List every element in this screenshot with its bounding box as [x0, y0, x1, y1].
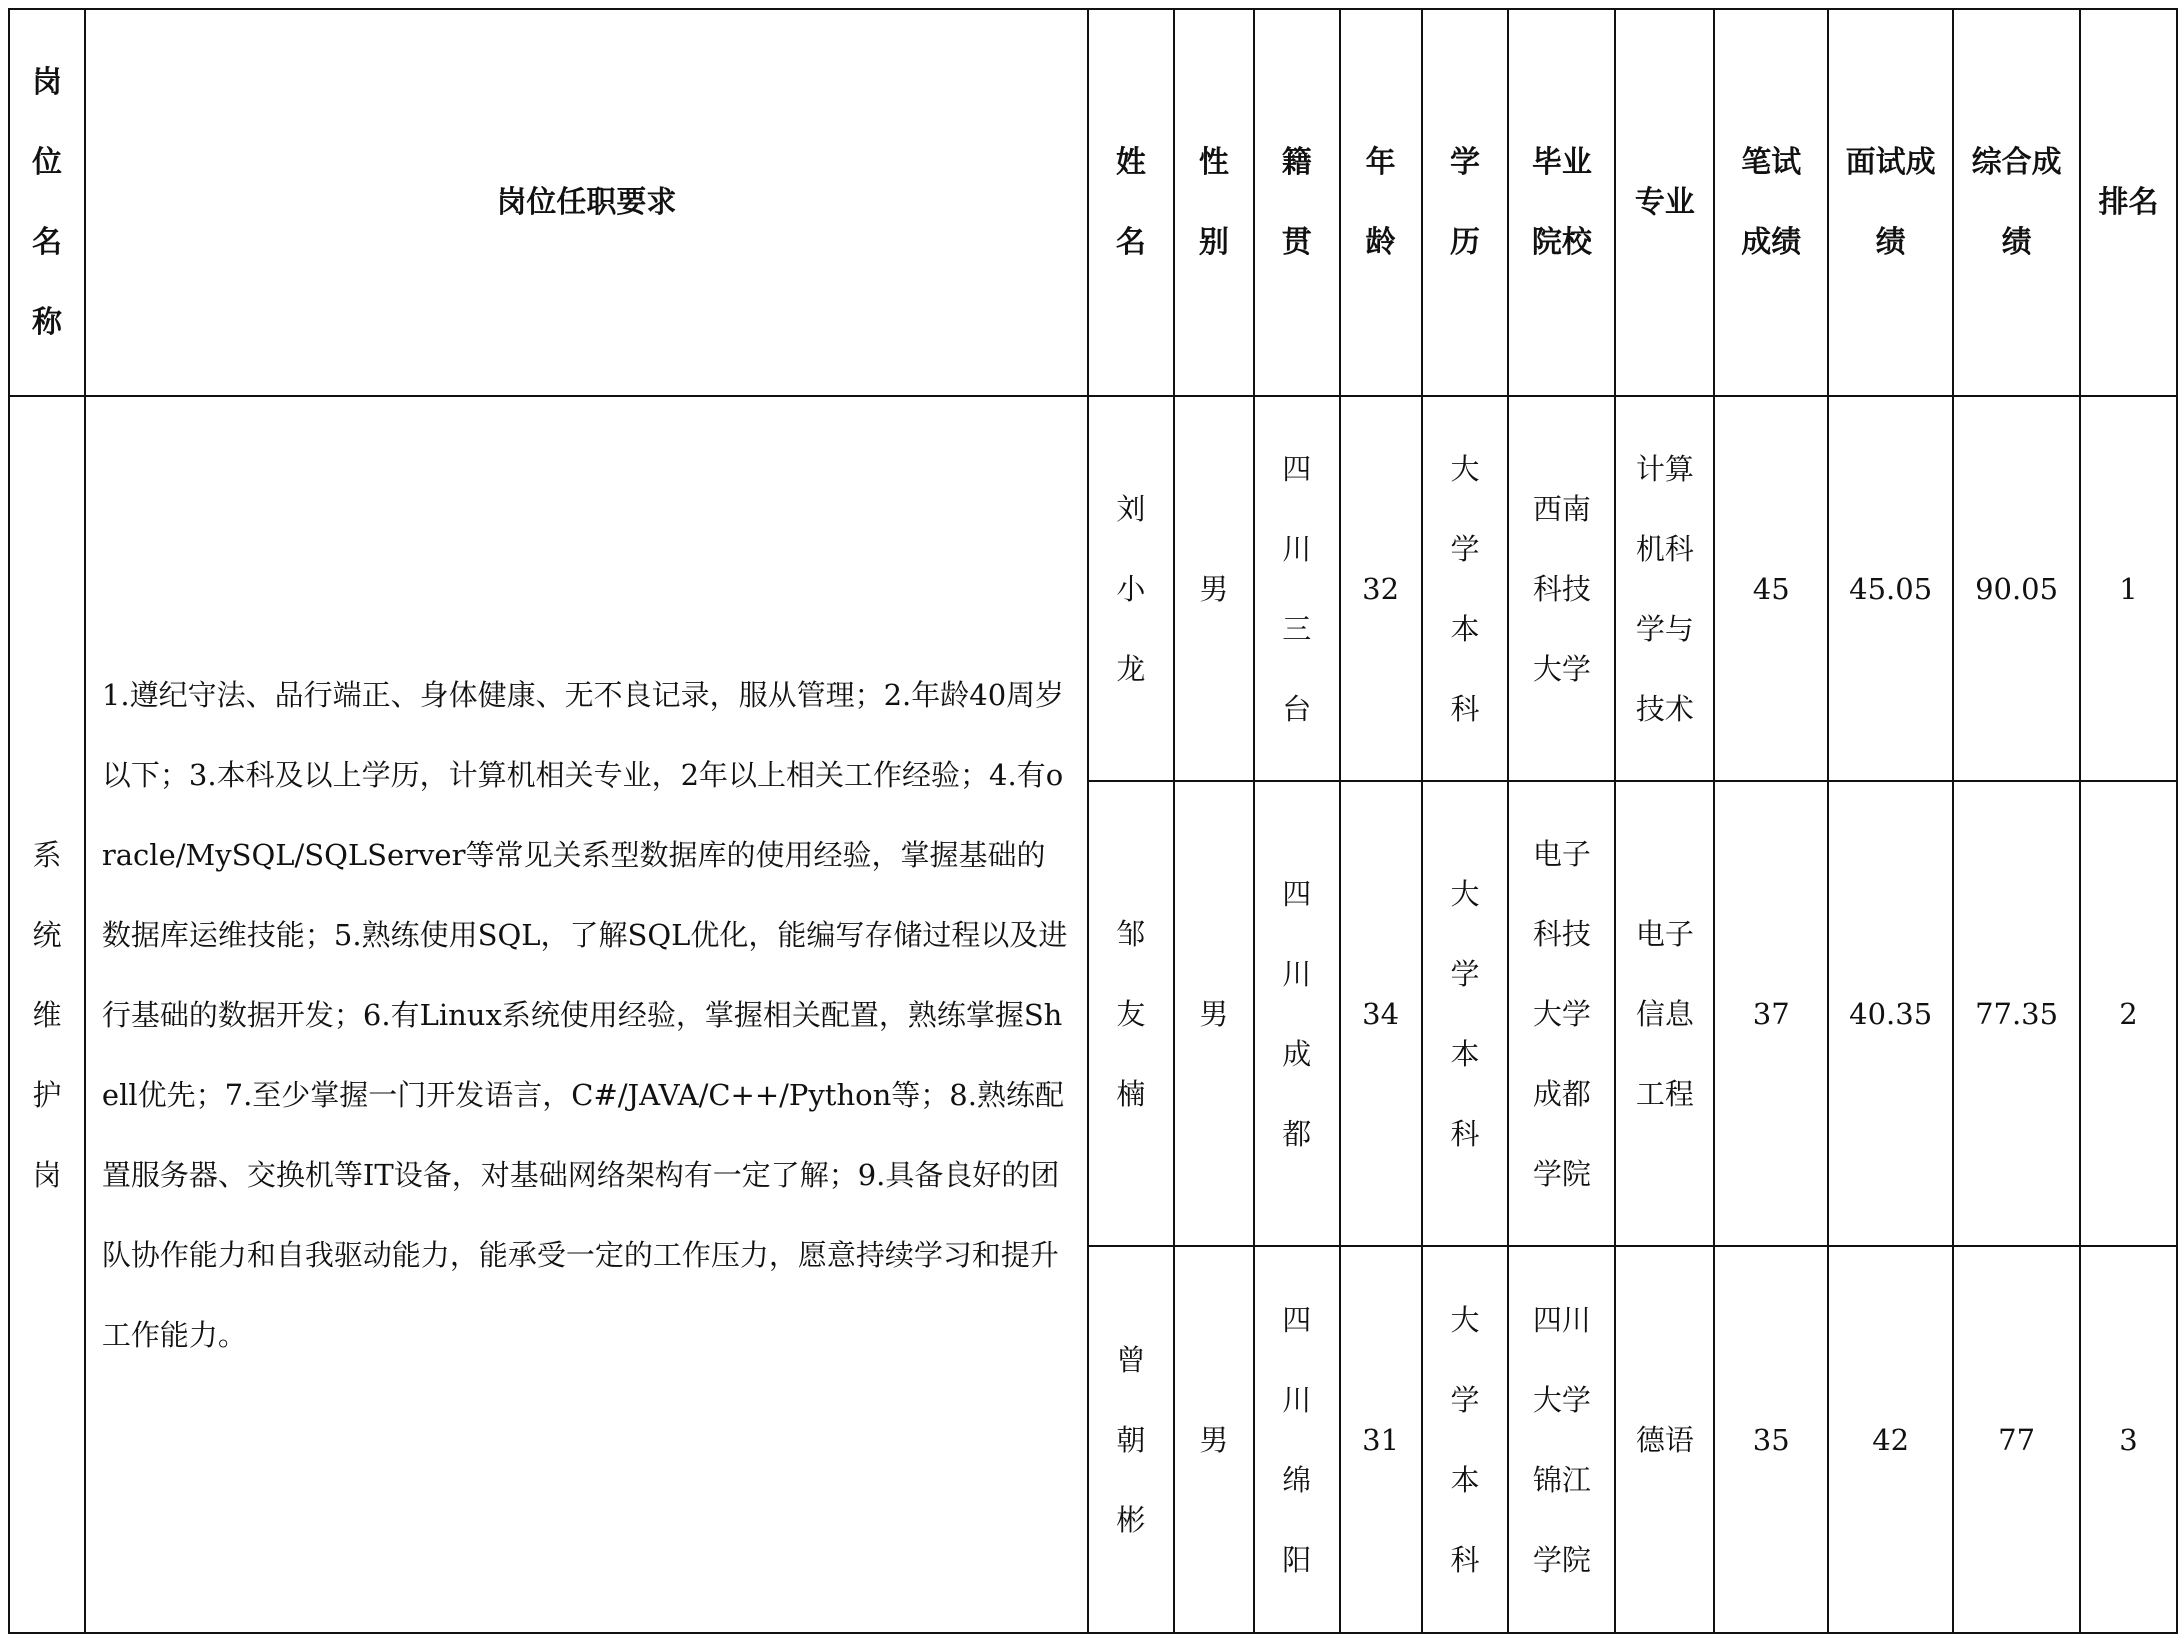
rank-cell: 2 [2080, 781, 2177, 1246]
interview-score-cell: 45.05 [1828, 396, 1953, 781]
total-score-cell: 90.05 [1953, 396, 2080, 781]
interview-score-cell: 40.35 [1828, 781, 1953, 1246]
rank-cell: 1 [2080, 396, 2177, 781]
education-cell: 大学本科 [1422, 1246, 1509, 1633]
header-major: 专业 [1615, 9, 1714, 396]
gender-cell: 男 [1174, 1246, 1254, 1633]
hometown-cell: 四川绵阳 [1254, 1246, 1340, 1633]
gender-cell: 男 [1174, 396, 1254, 781]
recruitment-results-table [8, 8, 2178, 1634]
major-cell: 计算机科学与技术 [1615, 396, 1714, 781]
total-score-cell: 77 [1953, 1246, 2080, 1633]
hometown-cell: 四川成都 [1254, 781, 1340, 1246]
header-education: 学历 [1422, 9, 1509, 396]
education-cell: 大学本科 [1422, 396, 1509, 781]
table-row [9, 396, 2177, 781]
header-name: 姓名 [1088, 9, 1174, 396]
major-cell: 电子信息工程 [1615, 781, 1714, 1246]
written-score-cell: 35 [1714, 1246, 1828, 1633]
rank-cell: 3 [2080, 1246, 2177, 1633]
written-score-cell: 45 [1714, 396, 1828, 781]
header-school: 毕业院校 [1508, 9, 1615, 396]
total-score-cell: 77.35 [1953, 781, 2080, 1246]
school-cell: 西南科技大学 [1508, 396, 1615, 781]
written-score-cell: 37 [1714, 781, 1828, 1246]
header-requirements: 岗位任职要求 [85, 9, 1088, 396]
age-cell: 31 [1340, 1246, 1422, 1633]
school-cell: 电子科技大学成都学院 [1508, 781, 1615, 1246]
position-cell: 系统维护岗 [9, 396, 85, 1633]
name-cell: 刘小龙 [1088, 396, 1174, 781]
header-total-score: 综合成绩 [1953, 9, 2080, 396]
major-cell: 德语 [1615, 1246, 1714, 1633]
header-hometown: 籍贯 [1254, 9, 1340, 396]
name-cell: 邹友楠 [1088, 781, 1174, 1246]
header-gender: 性别 [1174, 9, 1254, 396]
age-cell: 32 [1340, 396, 1422, 781]
gender-cell: 男 [1174, 781, 1254, 1246]
education-cell: 大学本科 [1422, 781, 1509, 1246]
age-cell: 34 [1340, 781, 1422, 1246]
header-position: 岗位名称 [9, 9, 85, 396]
interview-score-cell: 42 [1828, 1246, 1953, 1633]
header-row [9, 9, 2177, 396]
header-interview-score: 面试成绩 [1828, 9, 1953, 396]
hometown-cell: 四川三台 [1254, 396, 1340, 781]
name-cell: 曾朝彬 [1088, 1246, 1174, 1633]
header-written-score: 笔试成绩 [1714, 9, 1828, 396]
header-rank: 排名 [2080, 9, 2177, 396]
requirements-cell: 1.遵纪守法、品行端正、身体健康、无不良记录，服从管理；2.年龄40周岁以下；3.本科及以上学历，计算机相关专业，2年以上相关工作经验；4.有oracle/MySQL/SQLServer等常见关系型数据库的使用经验，掌握基础的数据库运维技能；5.熟练使用SQL，了解SQL优化，能编写存储过程以及进行基础的数据开发；6.有Linux系统使用经验，掌握相关配置，熟练掌握Shell优先；7.至少掌握一门开发语言，C#/JAVA/C++/Python等；8.熟练配置服务器、交换机等IT设备，对基础网络架构有一定了解；9.具备良好的团队协作能力和自我驱动能力，能承受一定的工作压力，愿意持续学习和提升工作能力。 [85, 396, 1088, 1633]
header-age: 年龄 [1340, 9, 1422, 396]
school-cell: 四川大学锦江学院 [1508, 1246, 1615, 1633]
